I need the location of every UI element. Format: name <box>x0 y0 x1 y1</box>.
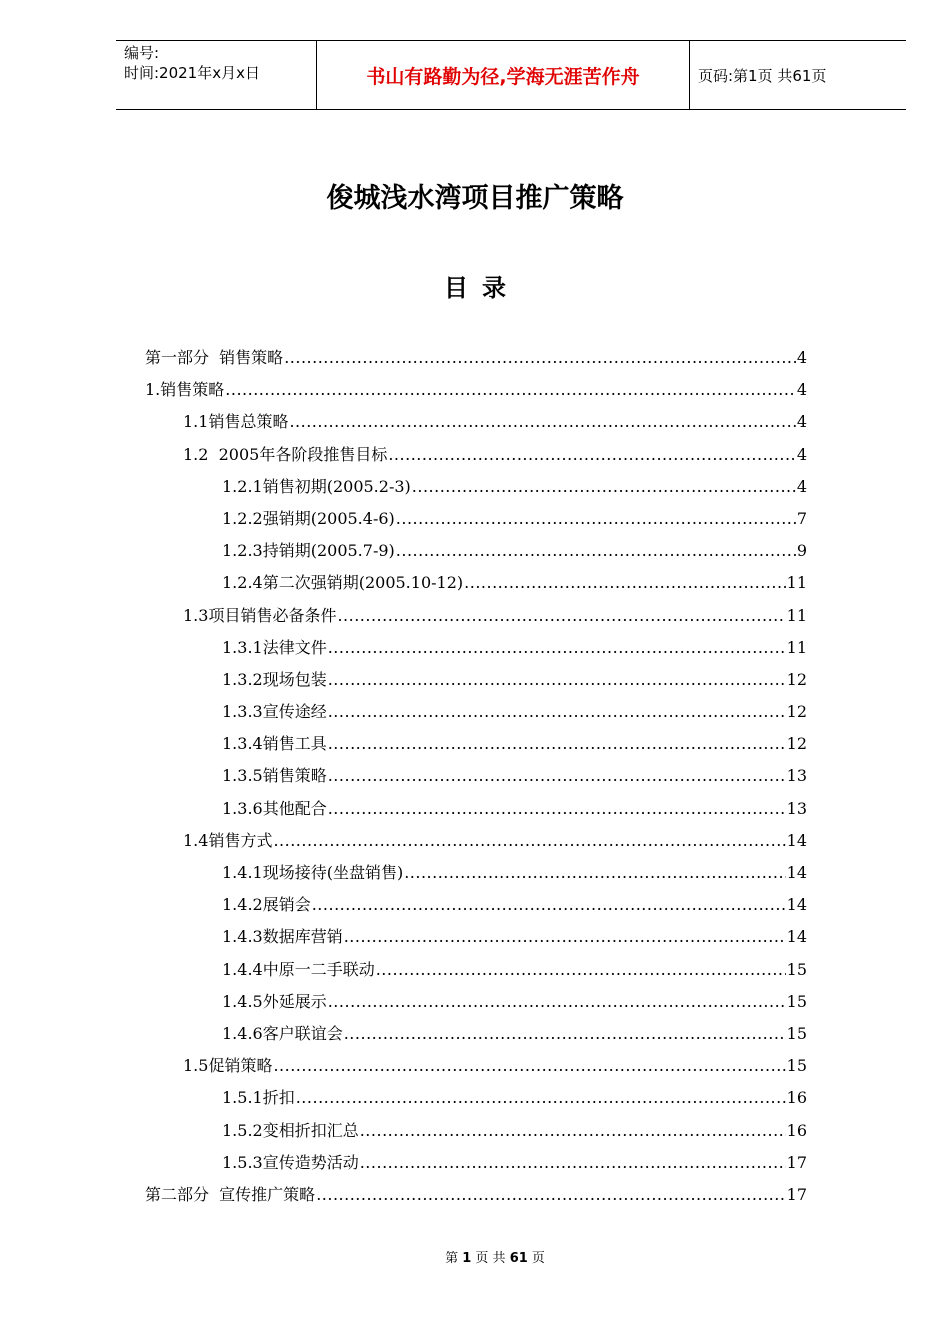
toc-entry-text: 1.2.3持销期(2005.7-9) <box>222 541 395 561</box>
toc-entry[interactable] <box>145 1183 807 1215</box>
toc-entry[interactable] <box>145 700 807 732</box>
header-page-info: 页码:第1页 共61页 <box>698 66 827 85</box>
table-of-contents <box>145 346 807 1215</box>
toc-entry-page: 15 <box>786 1023 807 1043</box>
toc-leader-dots <box>404 861 785 885</box>
toc-entry-text: 1.5.3宣传造势活动 <box>222 1152 359 1172</box>
header-meta <box>116 41 316 109</box>
toc-leader-dots <box>328 797 786 821</box>
toc-entry-page: 9 <box>796 541 807 561</box>
toc-leader-dots <box>328 668 786 692</box>
header-motto: 书山有路勤为径,学海无涯苦作舟 <box>316 41 690 109</box>
toc-entry[interactable] <box>145 636 807 668</box>
toc-entry-text: 1.3.1法律文件 <box>222 637 327 657</box>
time-label: 时间:2021年x月x日 <box>124 64 260 82</box>
toc-entry[interactable] <box>145 1022 807 1054</box>
toc-entry-page: 4 <box>796 412 807 432</box>
toc-entry-page: 4 <box>796 380 807 400</box>
toc-entry[interactable] <box>145 1151 807 1183</box>
toc-leader-dots <box>337 604 785 628</box>
toc-entry-page: 15 <box>786 991 807 1011</box>
toc-entry[interactable] <box>145 539 807 571</box>
footer-total-pages: 61 <box>509 1251 528 1266</box>
toc-leader-dots <box>360 1119 786 1143</box>
toc-entry-text: 1.4销售方式 <box>183 830 273 850</box>
toc-leader-dots <box>328 636 786 660</box>
toc-entry[interactable] <box>145 507 807 539</box>
toc-entry-text: 1.3项目销售必备条件 <box>183 605 337 625</box>
toc-entry[interactable] <box>145 378 807 410</box>
document-title: 俊城浅水湾项目推广策略 <box>326 183 624 214</box>
toc-leader-dots <box>296 1086 786 1110</box>
number-label: 编号: <box>124 44 160 62</box>
toc-entry-text: 1.4.4中原一二手联动 <box>222 959 375 979</box>
toc-entry-text: 1.3.6其他配合 <box>222 798 327 818</box>
toc-leader-dots <box>316 1183 785 1207</box>
toc-entry-page: 11 <box>786 637 807 657</box>
toc-entry[interactable] <box>145 764 807 796</box>
toc-entry-page: 4 <box>796 476 807 496</box>
toc-entry[interactable] <box>145 958 807 990</box>
toc-leader-dots <box>328 764 786 788</box>
toc-leader-dots <box>344 1022 786 1046</box>
toc-leader-dots <box>412 475 796 499</box>
toc-entry-text: 第二部分 宣传推广策略 <box>145 1184 316 1204</box>
toc-entry[interactable] <box>145 861 807 893</box>
page-header <box>116 40 906 110</box>
toc-entry-page: 12 <box>786 702 807 722</box>
toc-entry-text: 1.4.1现场接待(坐盘销售) <box>222 863 404 882</box>
toc-entry-page: 15 <box>786 1056 807 1076</box>
toc-entry-page: 13 <box>786 766 807 786</box>
toc-entry-page: 11 <box>786 605 807 625</box>
toc-entry-text: 1.3.5销售策略 <box>222 766 327 786</box>
toc-entry-text: 1.3.3宣传途经 <box>222 702 327 722</box>
toc-entry[interactable] <box>145 990 807 1022</box>
toc-entry-text: 1.4.2展销会 <box>222 895 311 915</box>
toc-entry-text: 1.3.2现场包装 <box>222 669 327 689</box>
toc-entry[interactable] <box>145 1086 807 1118</box>
toc-entry[interactable] <box>145 732 807 764</box>
toc-leader-dots <box>312 893 786 917</box>
toc-entry[interactable] <box>145 668 807 700</box>
toc-leader-dots <box>328 990 786 1014</box>
page-footer <box>0 1247 950 1266</box>
toc-leader-dots <box>376 958 786 982</box>
toc-entry[interactable] <box>145 1054 807 1086</box>
toc-leader-dots <box>273 829 785 853</box>
toc-entry-page: 14 <box>786 927 807 947</box>
toc-leader-dots <box>396 539 796 563</box>
toc-leader-dots <box>396 507 796 531</box>
toc-entry[interactable] <box>145 571 807 603</box>
toc-leader-dots <box>284 346 796 370</box>
toc-entry[interactable] <box>145 443 807 475</box>
toc-entry-text: 1.3.4销售工具 <box>222 734 327 754</box>
footer-middle: 页 共 <box>475 1251 506 1266</box>
toc-entry[interactable] <box>145 1119 807 1151</box>
toc-entry[interactable] <box>145 604 807 636</box>
toc-entry-text: 1.2 2005年各阶段推售目标 <box>183 444 388 464</box>
toc-entry-page: 16 <box>786 1088 807 1108</box>
toc-leader-dots <box>225 378 796 402</box>
toc-entry-text: 1.4.6客户联谊会 <box>222 1023 343 1043</box>
toc-entry-page: 14 <box>786 863 807 882</box>
toc-leader-dots <box>344 925 786 949</box>
toc-leader-dots <box>388 443 795 467</box>
footer-current-page: 1 <box>462 1251 472 1266</box>
toc-entry-text: 1.销售策略 <box>145 380 225 400</box>
toc-entry-page: 11 <box>786 573 807 593</box>
toc-entry-page: 4 <box>796 348 807 367</box>
toc-entry-text: 1.1销售总策略 <box>183 412 289 432</box>
toc-entry[interactable] <box>145 797 807 829</box>
toc-entry-text: 1.4.3数据库营销 <box>222 927 343 947</box>
toc-entry-text: 1.5促销策略 <box>183 1056 273 1076</box>
toc-entry[interactable] <box>145 925 807 957</box>
toc-entry[interactable] <box>145 410 807 442</box>
toc-entry-page: 4 <box>796 444 807 464</box>
toc-entry-text: 1.2.2强销期(2005.4-6) <box>222 508 395 528</box>
toc-leader-dots <box>273 1054 785 1078</box>
toc-entry-page: 13 <box>786 798 807 818</box>
toc-leader-dots <box>289 410 795 434</box>
toc-leader-dots <box>328 700 786 724</box>
toc-entry-page: 12 <box>786 734 807 754</box>
toc-entry-text: 1.4.5外延展示 <box>222 991 327 1011</box>
toc-entry-page: 17 <box>786 1152 807 1172</box>
toc-entry[interactable] <box>145 829 807 861</box>
toc-heading: 目录 <box>444 274 520 302</box>
toc-entry-text: 1.2.1销售初期(2005.2-3) <box>222 476 411 496</box>
toc-entry-text: 1.5.1折扣 <box>222 1088 295 1108</box>
toc-entry-text: 1.2.4第二次强销期(2005.10-12) <box>222 573 464 593</box>
toc-entry-page: 7 <box>796 508 807 528</box>
toc-entry[interactable] <box>145 346 807 378</box>
toc-entry-page: 14 <box>786 895 807 915</box>
toc-entry-page: 12 <box>786 669 807 689</box>
toc-entry[interactable] <box>145 893 807 925</box>
toc-entry-text: 第一部分 销售策略 <box>145 348 284 367</box>
footer-suffix: 页 <box>531 1251 545 1266</box>
toc-entry[interactable] <box>145 475 807 507</box>
toc-entry-text: 1.5.2变相折扣汇总 <box>222 1120 359 1140</box>
toc-entry-page: 14 <box>786 830 807 850</box>
toc-leader-dots <box>464 571 786 595</box>
footer-prefix: 第 <box>445 1251 459 1266</box>
toc-entry-page: 16 <box>786 1120 807 1140</box>
toc-leader-dots <box>328 732 786 756</box>
toc-leader-dots <box>360 1151 786 1175</box>
toc-entry-page: 15 <box>786 959 807 979</box>
toc-entry-page: 17 <box>786 1184 807 1204</box>
